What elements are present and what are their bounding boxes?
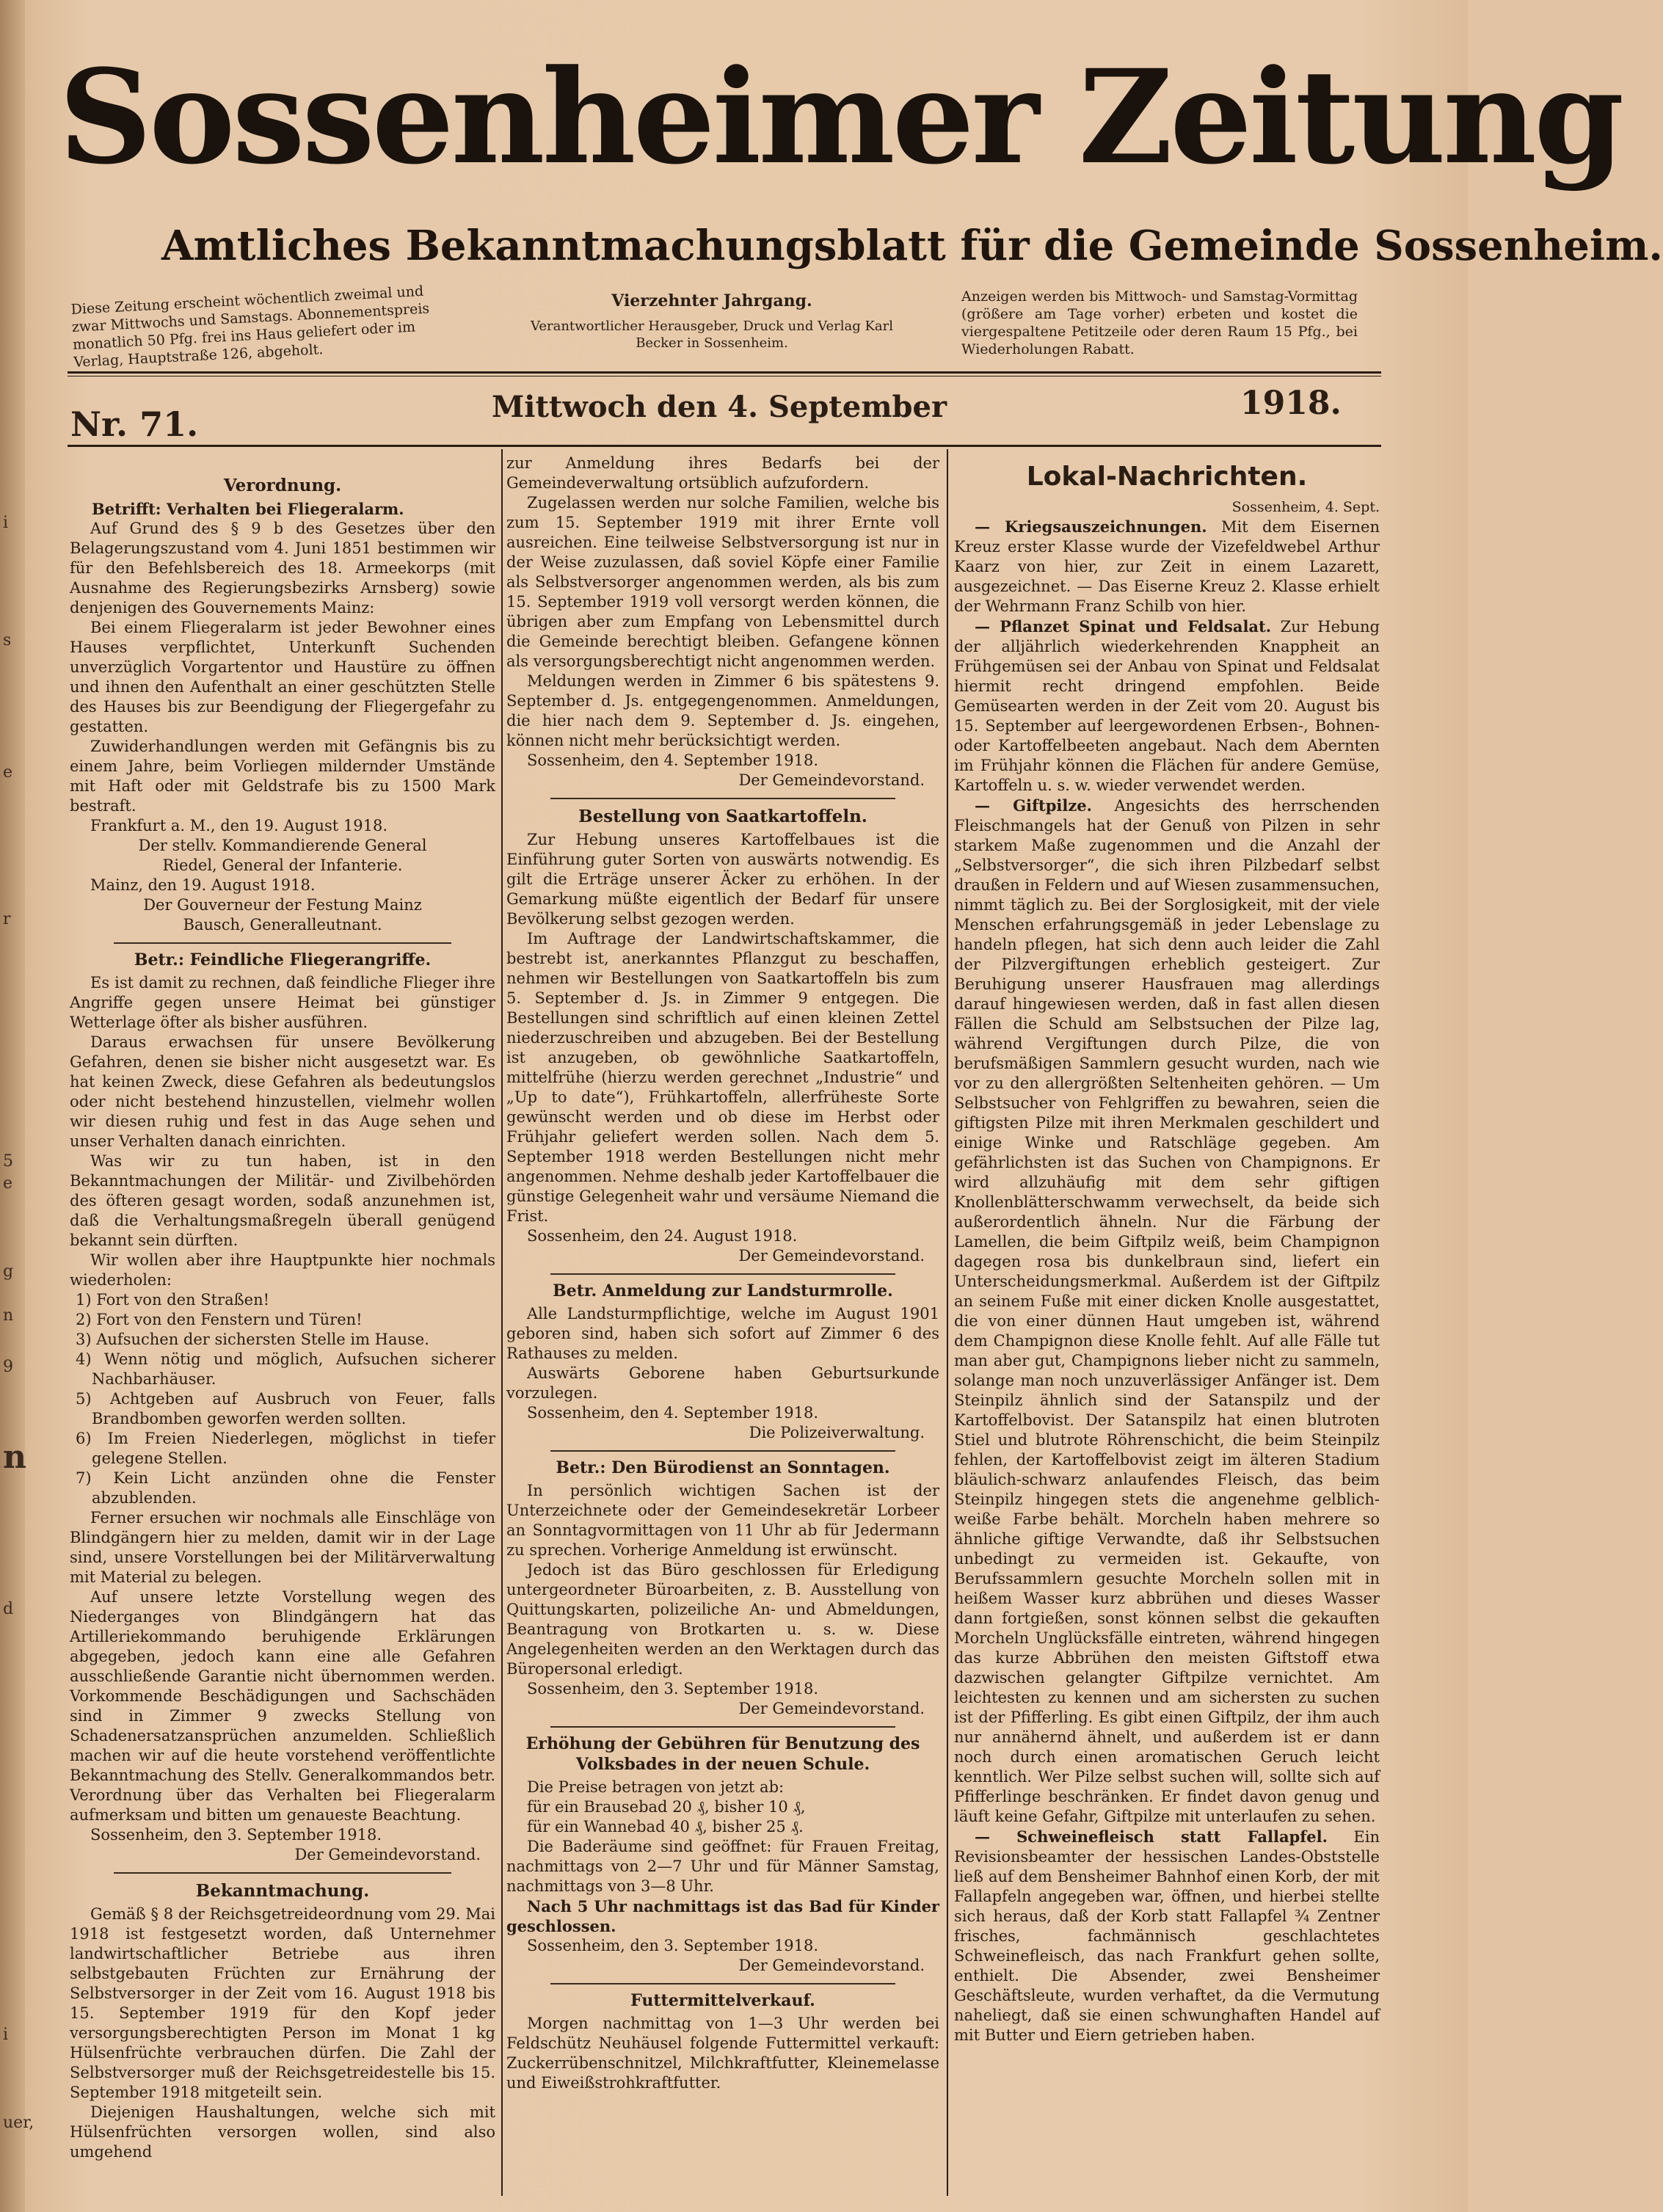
edge-text: e [3,763,13,782]
edge-text: n [3,1438,26,1476]
edge-text: s [3,631,12,650]
article-paragraph: Auswärts Geborene haben Geburtsurkunde vorzulegen. [506,1364,939,1402]
article-paragraph: Daraus erwachsen für unsere Bevölkerung Gefahren, denen sie bisher nicht ausgesetzt war. Es hat keinen Zweck, diese Gefahren als bedeutungslos oder nicht bestehend hinzustellen, vielmehr wollen wir diesen ruhig und fest in das Auge sehen und unser Verhalten danach einrichten. [70,1033,495,1150]
column-3 [954,455,1380,2045]
signature-line: Sossenheim, den 4. September 1918. [527,752,818,769]
signature-line: Frankfurt a. M., den 19. August 1918. [90,817,388,834]
signature-line: Der Gemeindevorstand. [738,1700,925,1717]
list-item: 3) Aufsuchen der sichersten Stelle im Hause. [76,1331,429,1348]
list-item: 5) Achtgeben auf Ausbruch von Feuer, falls Brandbomben geworfen werden sollten. [76,1390,495,1427]
dateline: Sossenheim, 4. Sept. [1231,499,1380,515]
article-paragraph: Diejenigen Haushaltungen, welche sich mit Hülsenfrüchten versorgen wollen, sind also umgehend [70,2103,495,2161]
article-paragraph: für ein Brausebad 20 ₰, bisher 10 ₰, [527,1798,806,1816]
edge-text: n [3,1306,14,1325]
signature-line: Der Gemeindevorstand. [738,1957,925,1974]
section-divider [114,1872,451,1874]
article-paragraph: Gemäß § 8 der Reichsgetreideordnung vom 29. Mai 1918 ist festgesetzt worden, daß Unternehmer landwirtschaftlicher Betriebe aus ihren selbstgebauten Früchten zur Ernährung der Selbstversorger in der Zeit vom 16. August 1918 bis 15. September 1919 für den Kopf jeder versorgungsberechtigten Person im Monat 1 kg Hülsenfrüchte verbrauchen dürfen. Die Zahl der Selbstversorger muß der Reichsgetreidestelle bis 15. September 1918 mitgeteilt sein. [70,1905,495,2101]
section-divider [550,1726,895,1728]
article-paragraph: für ein Wannebad 40 ₰, bisher 25 ₰. [527,1818,804,1836]
article-paragraph: Morgen nachmittag von 1—3 Uhr werden bei Feldschütz Neuhäusel folgende Futtermittel verkauft: Zuckerrübenschnitzel, Milchkraftfutter, Kleinemelasse und Eiweißstrohkraftfutter. [506,2015,939,2092]
signature-line: Der Gemeindevorstand. [294,1846,481,1863]
article-paragraph: Jedoch ist das Büro geschlossen für Erledigung untergeordneter Büroarbeiten, z. B. Ausstellung von Quittungskarten, polizeiliche An- und Abmeldungen, Beantragung von Brotkarten u. s. w. Diese Angelegenheiten werden an den Werktagen durch das Büropersonal erledigt. [506,1561,939,1678]
article-paragraph: Angesichts des herrschenden Fleischmangels hat der Genuß von Pilzen in sehr starkem Maße zugenommen und die Anzahl der „Selbstversorger“, die sich ihren Pilzbedarf selbst draußen in Feldern und auf Wiesen zusammensuchen, nimmt täglich zu. Bei der Sorglosigkeit, mit der viele Menschen erfahrungsgemäß in jeder Lebenslage zu handeln pflegen, hat sich denn auch leider die Zahl der Pilzvergiftungen erheblich gesteigert. Zur Beruhigung unserer Hausfrauen mag allerdings darauf hingewiesen werden, daß in fast allen diesen Fällen die Schuld am Selbstsuchen der Pilze lag, während Vergiftungen durch Pilze, die von berufsmäßigen Sammlern gesucht wurden, nach wie vor zu den allergrößten Seltenheiten gehören. — Um Selbstsucher von Fehlgriffen zu bewahren, seien die giftigsten Pilze mit ihren Merkmalen geschildert und einige Winke und Ratschläge gegeben. Am gefährlichsten ist das Suchen von Champignons. Er wird allzuhäufig mit dem sehr giftigen Knollenblätterschwamm verwechselt, da beide sich außerordentlich ähneln. Nur die Färbung der Lamellen, die beim Giftpilz weiß, beim Champignon dagegen rosa bis dunkelbraun sind, liefert ein Unterscheidungsmerkmal. Außerdem ist der Giftpilz an seinem Fuße mit einer dicken Knolle ausgestattet, die von einer dünnen Haut umgeben ist, während dem Champignon diese Knolle fehlt. Auf alle Fälle tut man aber gut, Champignons lieber nicht zu sammeln, solange man noch unzuverlässiger Anfänger ist. Dem Steinpilz ähnlich sind der Satanspilz und der Kartoffelbovist. Der Satanspilz hat einen blutroten Stiel und blutrote Röhrenschicht, die beim Steinpilz fehlen, der Kartoffelbovist zeigt im älteren Stadium bläulich-schwarz anlaufendes Fleisch, das beim Steinpilz hingegen stets die angenehme gelblich-weiße Farbe behält. Morcheln haben mehrere so ähnliche giftige Verwandte, daß ihr Selbstsuchen unbedingt zu vermeiden ist. Gekaufte, von Berufssammlern gesuchte Morcheln sollen mit in heißem Wasser kurz abbrühen und dieses Wasser dann fortgießen, sonst können selbst die gekauften Morcheln Unglücksfälle eintreten, während hingegen das kurze Abbrühen den meisten Giftstoff etwa dazwischen gelangter Giftpilze vernichtet. Am leichtesten zu kennen und am sichersten zu suchen ist der Pfifferling. Es gibt einen Giftpilz, der ihm auch nur annähernd ähnelt, und außerdem ist er dann noch durch einen aromatischen Geruch leicht kenntlich. Wer Pilze selbst suchen will, sollte sich auf Pfifferlinge beschränken. Er findet davon genug und läuft keine Gefahr, Giftpilze mit unterlaufen zu sehen. [954,797,1380,1825]
signature-line: Der Gouverneur der Festung Mainz [143,896,422,914]
column-2 [506,454,939,2093]
edge-text: r [3,910,11,928]
section-divider [114,942,451,944]
article-paragraph: Im Auftrage der Landwirtschaftskammer, die bestrebt ist, anerkanntes Pflanzgut zu beschaffen, nehmen wir Bestellungen von Saatkartoffeln bis zum 5. September d. Js. in Zimmer 9 entgegen. Die Bestellungen sind schriftlich auf einen kleinen Zettel niederzuschreiben und abzugeben. Bei der Bestellung ist anzugeben, ob gewöhnliche Saatkartoffeln, mittelfrühe (hierzu werden gerechnet „Industrie“ und „Up to date“), Frühkartoffeln, allerfrüheste Sorte gewünscht werden und ob diese im Herbst oder Frühjahr geliefert werden sollen. Nach dem 5. September 1918 werden Bestellungen nicht mehr angenommen. Nehme deshalb jeder Kartoffelbauer die günstige Gelegenheit wahr und versäume Niemand die Frist. [506,930,939,1225]
masthead-title: Sossenheimer Zeitung [59,41,1622,193]
article-paragraph: Was wir zu tun haben, ist in den Bekanntmachungen der Militär- und Zivilbehörden des öfteren gesagt worden, sodaß anzunehmen ist, daß die Verhaltungsmaßregeln überall genügend bekannt sein dürften. [70,1152,495,1249]
item-lead: — Giftpilze. [975,796,1092,815]
article-paragraph: zur Anmeldung ihres Bedarfs bei der Gemeindeverwaltung ortsüblich aufzufordern. [506,454,939,492]
column-1 [70,470,495,2162]
volume-label: Vierzehnter Jahrgang. [611,291,812,310]
issue-number: Nr. 71. [70,404,199,444]
item-lead: — Schweinefleisch statt Fallapfel. [975,1827,1328,1846]
article-heading: Betr.: Den Bürodienst an Sonntagen. [556,1458,890,1477]
issue-year: 1918. [1240,385,1342,422]
article-paragraph: Alle Landsturmpflichtige, welche im August 1901 geboren sind, haben sich sofort auf Zimmer 6 des Rathauses zu melden. [506,1305,939,1362]
article-heading: Bekanntmachung. [195,1881,370,1901]
header-rule [68,371,1381,374]
list-item: 4) Wenn nötig und möglich, Aufsuchen sicherer Nachbarhäuser. [76,1350,495,1388]
publisher-info [514,290,910,352]
section-divider [550,798,895,799]
article-heading: Bestellung von Saatkartoffeln. [578,807,867,826]
signature-line: Der Gemeindevorstand. [738,1247,925,1265]
section-title: Lokal-Nachrichten. [1026,462,1308,492]
subscription-info: Diese Zeitung erscheint wöchentlich zweimal und zwar Mittwochs und Samstags. Abonnementspreis monatlich 50 Pfg. frei ins Haus geliefert oder im Verlag, Hauptstraße 126, abgeholt. [70,283,430,371]
article-paragraph: Mit dem Eisernen Kreuz erster Klasse wurde der Vizefeldwebel Arthur Kaarz von hier, zur Zeit in einem Lazarett, ausgezeichnet. — Das Eiserne Kreuz 2. Klasse erhielt der Wehrmann Franz Schilb von hier. [954,518,1380,615]
column-rule [947,449,948,2196]
article-heading: Erhöhung der Gebühren für Benutzung des Volksbades in der neuen Schule. [525,1734,920,1774]
item-lead: — Kriegsauszeichnungen. [975,517,1207,536]
signature-line: Der stellv. Kommandierende General [138,837,427,854]
article-heading: Betr.: Feindliche Fliegerangriffe. [134,950,432,969]
article-heading: Verordnung. [223,476,342,495]
list-item: 6) Im Freien Niederlegen, möglichst in tiefer gelegene Stellen. [76,1430,495,1467]
edge-text: d [3,1600,14,1618]
signature-line: Sossenheim, den 3. September 1918. [527,1937,818,1954]
article-paragraph: Bei einem Fliegeralarm ist jeder Bewohner eines Hauses verpflichtet, Unterkunft Suchenden unverzüglich Vorgartentor und Haustüre zu öffnen und ihnen den Aufenthalt an einer geschützten Stelle des Hauses bis zur Beendigung der Fliegergefahr zu gestatten. [70,619,495,735]
edge-text: i [3,2026,9,2044]
masthead-subtitle: Amtliches Bekanntmachungsblatt für die Gemeinde Sossenheim. [161,222,1663,270]
article-paragraph: Die Preise betragen von jetzt ab: [527,1778,785,1796]
article-paragraph: Auf unsere letzte Vorstellung wegen des Niederganges von Blindgängern hat das Artilleriekommando beruhigende Erklärungen abgegeben, jedoch kann eine alle Gefahren ausschließende Garantie nicht übernommen werden. Vorkommende Beschädigungen und Sachschäden sind in Zimmer 9 zwecks Stellung von Schadenersatzansprüchen anzumelden. Schließlich machen wir auf die heute vorstehend veröffentlichte Bekanntmachung des Stellv. Generalkommandos betr. Verordnung über das Verhalten bei Fliegeralarm aufmerksam und bitten um genaueste Beachtung. [70,1588,495,1824]
signature-line: Sossenheim, den 24. August 1918. [527,1227,798,1245]
edge-text: g [3,1262,14,1281]
list-item: 2) Fort von den Fenstern und Türen! [76,1311,363,1328]
article-subject: Betrifft: Verhalten bei Fliegeralarm. [92,500,404,518]
list-item: 7) Kein Licht anzünden ohne die Fenster abzublenden. [76,1469,495,1507]
article-paragraph: Es ist damit zu rechnen, daß feindliche Flieger ihre Angriffe gegen unsere Heimat bei günstiger Wetterlage öfter als bisher ausführen. [70,974,495,1031]
edge-text: i [3,514,9,532]
article-paragraph: Die Baderäume sind geöffnet: für Frauen Freitag, nachmittags von 2—7 Uhr und für Männer Samstag, nachmittags von 3—8 Uhr. [506,1838,939,1895]
section-divider [550,1273,895,1275]
issue-date: Mittwoch den 4. September [491,390,947,424]
edge-text: 9 [3,1358,13,1376]
signature-line: Die Polizeiverwaltung. [749,1424,925,1441]
signature-line: Sossenheim, den 3. September 1918. [527,1680,818,1698]
edge-text: 5 [3,1152,13,1171]
signature-line: Mainz, den 19. August 1918. [90,876,316,894]
column-rule [501,449,503,2196]
item-lead: — Pflanzet Spinat und Feldsalat. [975,617,1272,636]
article-heading: Futtermittelverkauf. [630,1991,815,2010]
article-paragraph: In persönlich wichtigen Sachen ist der Unterzeichnete oder der Gemeindesekretär Lorbeer an Sonntagvormittagen von 11 Uhr ab für Jedermann zu sprechen. Vorherige Anmeldung ist erwünscht. [506,1482,939,1559]
signature-line: Bausch, Generalleutnant. [183,916,382,934]
publisher-label: Verantwortlicher Herausgeber, Druck und Verlag Karl Becker in Sossenheim. [531,319,893,351]
article-heading: Betr. Anmeldung zur Landsturmrolle. [553,1281,893,1300]
signature-line: Der Gemeindevorstand. [738,771,925,789]
section-divider [550,1450,895,1452]
signature-line: Riedel, General der Infanterie. [162,856,403,874]
article-paragraph: Wir wollen aber ihre Hauptpunkte hier nochmals wiederholen: [70,1251,495,1289]
article-paragraph: Nach 5 Uhr nachmittags ist das Bad für Kinder geschlossen. [506,1897,939,1935]
article-paragraph: Zur Hebung unseres Kartoffelbaues ist die Einführung guter Sorten von auswärts notwendig. Es gilt die Erträge unserer Äcker zu erhöhen. In der Gemarkung müßte eigentlich der Bedarf für unsere Bevölkerung selbst gezogen werden. [506,831,939,928]
section-divider [550,1983,895,1984]
adjacent-page-edge [0,0,34,2212]
article-paragraph: Zur Hebung der alljährlich wiederkehrenden Knappheit an Frühgemüsen sei der Anbau von Spinat und Feldsalat hiermit recht dringend empfohlen. Beide Gemüsearten werden in der Zeit vom 20. August bis 15. September auf leergewordenen Erbsen-, Bohnen- oder Kartoffelbeeten angebaut. Nach dem Abernten im Frühjahr können die Flächen für andere Gemüse, Kartoffeln u. s. w. wieder verwendet werden. [954,618,1380,794]
signature-line: Sossenheim, den 3. September 1918. [90,1826,382,1844]
article-paragraph: Zugelassen werden nur solche Familien, welche bis zum 15. September 1919 mit ihrer Ernte voll ausreichen. Eine teilweise Selbstversorgung ist nur in der Weise zuzulassen, daß soviel Köpfe einer Familie als Selbstversorger angenommen werden, als bis zum 15. September 1919 voll versorgt werden können, die übrigen aber zum Empfang von Lebensmittel durch die Gemeinde berechtigt bleiben. Gefangene können als versorgungsberechtigt nicht angenommen werden. [506,494,939,670]
edge-text: uer, [3,2114,34,2132]
article-paragraph: Zuwiderhandlungen werden mit Gefängnis bis zu einem Jahre, beim Vorliegen mildernder Umstände mit Haft oder mit Geldstrafe bis zu 1500 Mark bestraft. [70,738,495,815]
advertising-info: Anzeigen werden bis Mittwoch- und Samstag-Vormittag (größere am Tage vorher) erbeten und kostet die viergespaltene Petitzeile oder deren Raum 15 Pfg., bei Wiederholungen Rabatt. [961,288,1358,357]
article-paragraph: Auf Grund des § 9 b des Gesetzes über den Belagerungszustand vom 4. Juni 1851 bestimmen wir für den Befehlsbereich des 18. Armeekorps (mit Ausnahme des Regierungsbezirks Arnsberg) sowie denjenigen des Gouvernements Mainz: [70,520,495,616]
datebar-rule [68,445,1381,447]
article-paragraph: Ferner ersuchen wir nochmals alle Einschläge von Blindgängern hier zu melden, damit wir in der Lage sind, unsere Vorstellungen bei der Militärverwaltung mit Material zu belegen. [70,1509,495,1586]
article-paragraph: Ein Revisionsbeamter der hessischen Landes-Obststelle ließ auf dem Bensheimer Bahnhof einen Korb, der mit Fallapfeln angegeben war, öffnen, und hierbei stellte sich heraus, daß der Korb statt Fallapfel ¾ Zentner frisches, fachmännisch geschlachtetes Schweinefleisch, das nach Frankfurt gehen sollte, enthielt. Die Absender, zwei Bensheimer Geschäftsleute, wurden verhaftet, da die Vermutung naheliegt, daß sie einen schwunghaften Handel auf mit Butter und Eiern getrieben haben. [954,1828,1380,2044]
article-paragraph: Meldungen werden in Zimmer 6 bis spätestens 9. September d. Js. entgegengenommen. Anmeldungen, die hier nach dem 9. September d. Js. eingehen, können nicht mehr berücksichtigt werden. [506,672,939,749]
edge-text: e [3,1174,13,1193]
signature-line: Sossenheim, den 4. September 1918. [527,1404,818,1422]
list-item: 1) Fort von den Straßen! [76,1291,270,1309]
